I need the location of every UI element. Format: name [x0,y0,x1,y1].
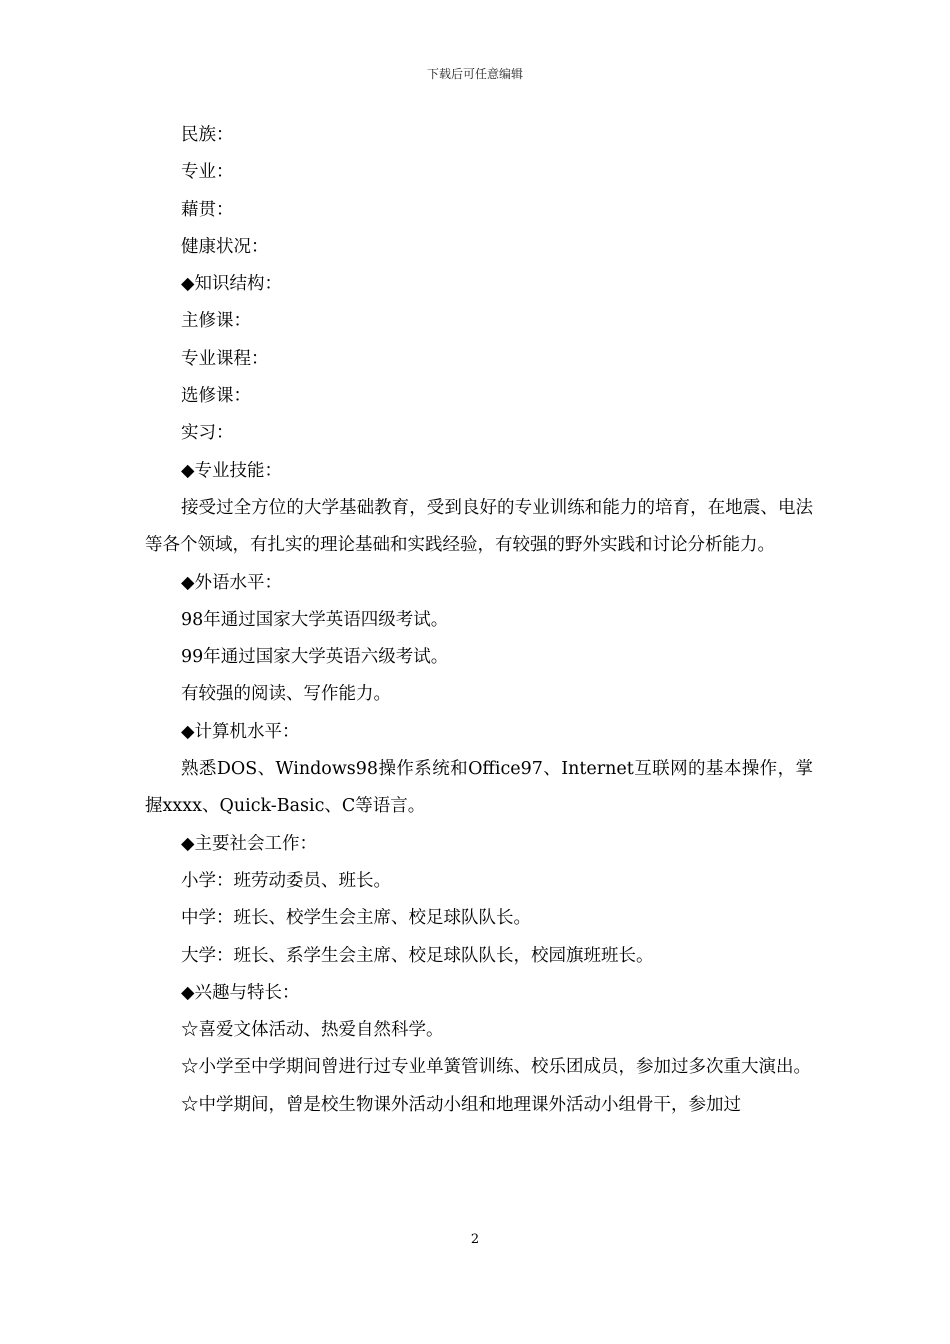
section-heading-knowledge: ◆知识结构： [181,274,282,295]
language-cet6: 99年通过国家大学英语六级考试。 [181,647,449,668]
document-body [145,117,813,1124]
section-heading-language: ◆外语水平： [181,572,282,593]
social-work-university: 大学：班长、系学生会主席、校足球队队长，校园旗班班长。 [181,945,654,966]
social-work-middle: 中学：班长、校学生会主席、校足球队队长。 [181,908,531,929]
section-heading-skills: ◆专业技能： [181,460,282,481]
page-header: 下载后可任意编辑 [426,67,523,81]
paragraph-skills: 接受过全方位的大学基础教育，受到良好的专业训练和能力的培育，在地震、电法等各个领域，有扎实的理论基础和实践经验，有较强的野外实践和讨论分析能力。 [145,497,813,556]
paragraph-computer: 熟悉DOS、Windows98操作系统和Office97、Internet互联网的基本操作，掌握xxxx、Quick-Basic、C等语言。 [145,759,813,817]
section-heading-social-work: ◆主要社会工作： [181,833,317,854]
section-heading-computer: ◆计算机水平： [181,721,300,742]
field-hometown: 藉贯： [181,199,234,220]
interest-item-1: ☆喜爱文体活动、热爱自然科学。 [181,1020,444,1041]
field-electives: 选修课： [181,386,251,407]
field-main-courses: 主修课： [181,311,251,332]
social-work-primary: 小学：班劳动委员、班长。 [181,870,391,891]
field-major: 专业： [181,162,234,183]
field-internship: 实习： [181,423,234,444]
field-health: 健康状况： [181,236,269,257]
language-ability: 有较强的阅读、写作能力。 [181,684,391,705]
language-cet4: 98年通过国家大学英语四级考试。 [181,609,449,630]
page-number: 2 [470,1232,480,1247]
field-professional-courses: 专业课程： [181,348,269,369]
interest-item-2: ☆小学至中学期间曾进行过专业单簧管训练、校乐团成员，参加过多次重大演出。 [181,1057,811,1078]
interest-item-3: ☆中学期间，曾是校生物课外活动小组和地理课外活动小组骨干，参加过 [181,1094,741,1115]
field-ethnicity: 民族： [181,125,234,145]
section-heading-interests: ◆兴趣与特长： [181,982,300,1003]
